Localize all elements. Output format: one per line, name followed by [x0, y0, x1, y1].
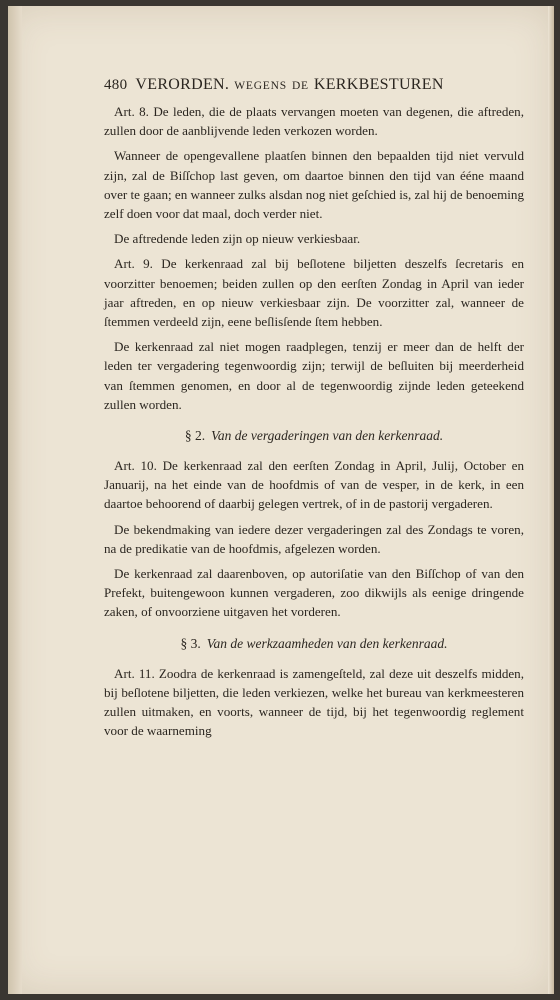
- paragraph: De aftredende leden zijn op nieuw verkiesbaar.: [114, 231, 361, 247]
- paragraph: Art. 11. Zoodra de kerkenraad is zamengeſteld, zal deze uit deszelfs midden, bij beſlotene biljetten, die leden verkiezen, welke het bureau van kerkmeesteren zullen uitmaken, en voorts, wanneer de tijd, bij het tegenwoordig reglement voor de waarneming: [104, 665, 524, 739]
- page-edge: [548, 6, 554, 994]
- section-heading-3: [104, 636, 524, 652]
- paragraph: Art. 8. De leden, die de plaats vervangen moeten van degenen, die aftreden, zullen door de aanblijvende leden verkozen worden.: [104, 104, 524, 139]
- section-heading-2: [104, 428, 524, 444]
- section-title: Van de werkzaamheden van den kerkenraad.: [206, 635, 448, 651]
- page-number: 480: [104, 77, 128, 93]
- paragraph: De kerkenraad zal niet mogen raadplegen, tenzij er meer dan de helft der leden ter vergadering tegenwoordig zijn; terwijl de beſluiten bij meerderheid van ſtemmen genomen, en door al de tegenwoordig zijnde leden geteekend zullen worden.: [104, 339, 524, 412]
- header-word-3: DE: [291, 80, 309, 92]
- paragraph: Wanneer de opengevallene plaatſen binnen den bepaalden tijd niet vervuld zijn, zal de Biſſchop last geven, om daartoe binnen den tijd van ééne maand over te gaan; en wanneer zulks alsdan nog niet geſchied is, zal hij de benoeming zelf doen voor dat maal, doch verder niet.: [104, 148, 524, 222]
- section-number: § 3.: [180, 635, 201, 651]
- paragraph: Art. 10. De kerkenraad zal den eerſten Zondag in April, Julij, October en Januarij, na het einde van de hoofdmis of van de vesper, in de kerk, in een daartoe behoorend of daarbij gelegen vertrek, of in de pastorij vergaderen.: [104, 458, 524, 512]
- header-word-1: VERORDEN.: [135, 76, 230, 93]
- page-content: [104, 76, 524, 746]
- paragraph: De kerkenraad zal daarenboven, op autoriſatie van den Biſſchop of van den Prefekt, buitengewoon kunnen vergaderen, zoo dikwijls als eenige dringende zaken, of onvoorziene uitgaven het vorderen.: [104, 566, 524, 620]
- running-header: [104, 76, 524, 94]
- header-word-4: KERKBESTUREN: [313, 76, 444, 93]
- paragraph: De bekendmaking van iedere dezer vergaderingen zal des Zondags te voren, na de predikatie van de hoofdmis, afgelezen worden.: [104, 521, 524, 556]
- section-number: § 2.: [184, 428, 206, 444]
- book-page: [8, 6, 554, 994]
- header-word-2: WEGENS: [234, 80, 287, 92]
- page-gutter: [8, 6, 22, 994]
- section-title: Van de vergaderingen van den kerkenraad.: [211, 428, 444, 444]
- paragraph: Art. 9. De kerkenraad zal bij beſlotene biljetten deszelfs ſecretaris en voorzitter benoemen; beiden zullen op den eerſten Zondag in April van ieder jaar aftreden, en op nieuw verkiesbaar zijn. De voorzitter zal, wanneer de ſtemmen verdeeld zijn, eene beſlisſende ſtem hebben.: [104, 256, 524, 330]
